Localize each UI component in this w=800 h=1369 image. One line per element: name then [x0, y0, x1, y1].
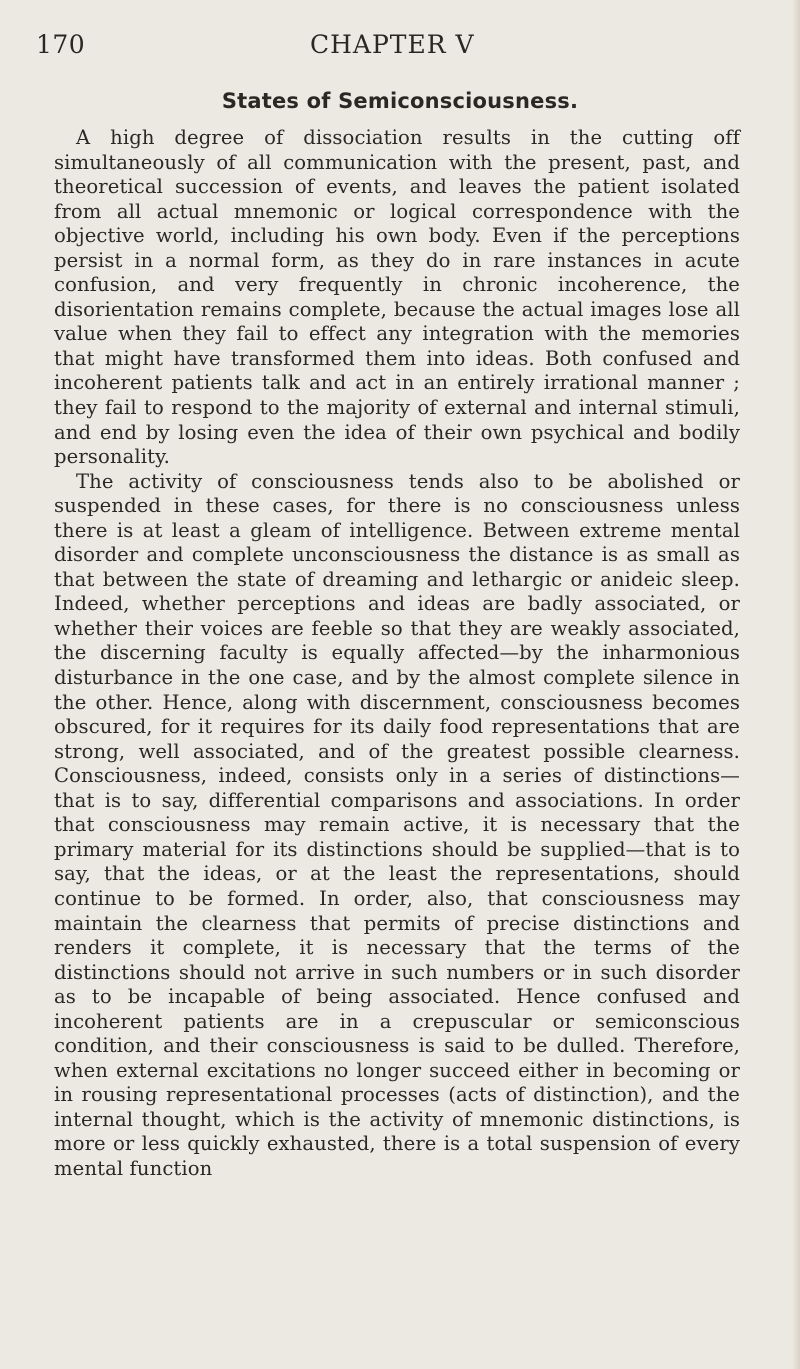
section-heading: States of Semiconsciousness.: [221, 89, 579, 113]
page-edge-shadow: [792, 0, 800, 1369]
chapter-title: CHAPTER V: [310, 30, 475, 59]
running-head: [0, 30, 800, 66]
page-number: 170: [36, 30, 86, 59]
paragraph: The activity of consciousness tends also to be abolished or suspended in these cases, for there is no consciousness unless there is at least a gleam of intelligence. Between extreme mental disorder and complete unconsciousness the distance is as small as that between the state of dreaming and lethargic or anideic sleep. Indeed, whether perceptions and ideas are badly associated, or whether their voices are feeble so that they are weakly associated, the discerning faculty is equally affected—by the inharmonious disturbance in the one case, and by the almost complete silence in the other. Hence, along with discernment, consciousness becomes obscured, for it requires for its daily food representations that are strong, well associated, and of the greatest possible clearness. Consciousness, indeed, consists only in a series of distinctions—that is to say, differential comparisons and associations. In order that consciousness may remain active, it is necessary that the primary material for its distinctions should be supplied—that is to say, that the ideas, or at the least the representations, should continue to be formed. In order, also, that consciousness may maintain the clearness that permits of precise distinctions and renders it complete, it is necessary that the terms of the distinctions should not arrive in such numbers or in such disorder as to be incapable of being associated. Hence confused and incoherent patients are in a crepuscular or semiconscious condition, and their consciousness is said to be dulled. Therefore, when external excitations no longer succeed either in becoming or in rousing representational processes (acts of distinction), and the internal thought, which is the activity of mnemonic distinctions, is more or less quickly exhausted, there is a total suspension of every mental function: [54, 469, 740, 1180]
paragraph: A high degree of dissociation results in the cutting off simultaneously of all communication with the present, past, and theoretical succession of events, and leaves the patient isolated from all actual mnemonic or logical correspondence with the objective world, including his own body. Even if the perceptions persist in a normal form, as they do in rare instances in acute confusion, and very frequently in chronic incoherence, the disorientation remains complete, because the actual images lose all value when they fail to effect any integration with the memories that might have transformed them into ideas. Both confused and incoherent patients talk and act in an entirely irrational manner ; they fail to respond to the majority of external and internal stimuli, and end by losing even the idea of their own psychical and bodily personality.: [54, 126, 740, 469]
body-text: [54, 126, 740, 1182]
